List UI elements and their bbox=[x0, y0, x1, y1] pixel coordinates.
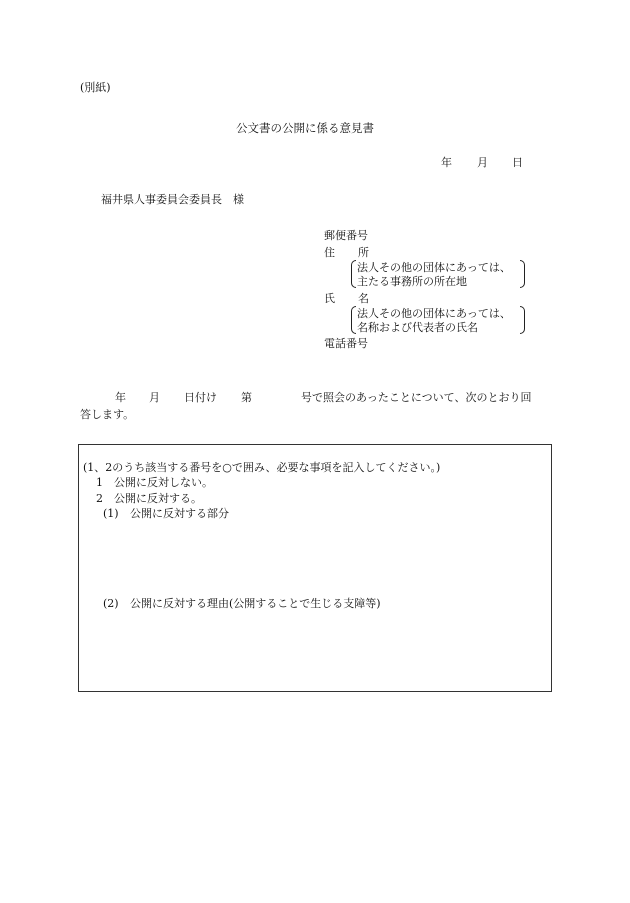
date-day: 日 bbox=[512, 156, 523, 169]
name-note-open-bracket bbox=[351, 306, 356, 334]
sub-item-1-text: 公開に反対する部分 bbox=[130, 507, 229, 520]
option-1-number: 1 bbox=[96, 476, 103, 489]
name-note-close-bracket bbox=[520, 306, 525, 334]
address-note-line-2: 主たる事務所の所在地 bbox=[357, 275, 467, 288]
reply-month: 月 bbox=[149, 391, 160, 404]
box-instruction: (1、2のうち該当する番号を○で囲み、必要な事項を記入してください。) bbox=[83, 461, 441, 474]
sub-item-1-number: (1) bbox=[103, 507, 119, 520]
option-2-number: 2 bbox=[96, 492, 103, 505]
sub-item-2-number: (2) bbox=[103, 597, 119, 610]
address-note-line-1: 法人その他の団体にあっては、 bbox=[357, 261, 511, 274]
name-label-2: 名 bbox=[358, 292, 369, 305]
option-2-text: 公開に反対する。 bbox=[114, 492, 202, 505]
date-month: 月 bbox=[477, 156, 488, 169]
reply-text: 号で照会のあったことについて、次のとおり回 bbox=[301, 391, 532, 404]
address-note-close-bracket bbox=[520, 260, 525, 288]
reply-number-prefix: 第 bbox=[241, 391, 252, 404]
attachment-label: (別紙) bbox=[80, 81, 111, 94]
reply-text-line-2: 答します。 bbox=[80, 408, 135, 421]
sub-item-2-text: 公開に反対する理由(公開することで生じる支障等) bbox=[130, 597, 381, 610]
address-label-2: 所 bbox=[358, 246, 369, 259]
addressee: 福井県人事委員会委員長 様 bbox=[101, 193, 244, 206]
address-note-open-bracket bbox=[351, 260, 356, 288]
name-note-line-2: 名称および代表者の氏名 bbox=[357, 321, 478, 334]
name-label-1: 氏 bbox=[324, 292, 335, 305]
phone-label: 電話番号 bbox=[324, 337, 368, 350]
address-label-1: 住 bbox=[324, 246, 335, 259]
reply-year: 年 bbox=[115, 391, 126, 404]
reply-day-dated: 日付け bbox=[184, 391, 217, 404]
option-1-text: 公開に反対しない。 bbox=[114, 476, 213, 489]
date-year: 年 bbox=[441, 156, 452, 169]
postal-code-label: 郵便番号 bbox=[324, 229, 368, 242]
name-note-line-1: 法人その他の団体にあっては、 bbox=[357, 307, 511, 320]
document-title: 公文書の公開に係る意見書 bbox=[236, 121, 374, 135]
